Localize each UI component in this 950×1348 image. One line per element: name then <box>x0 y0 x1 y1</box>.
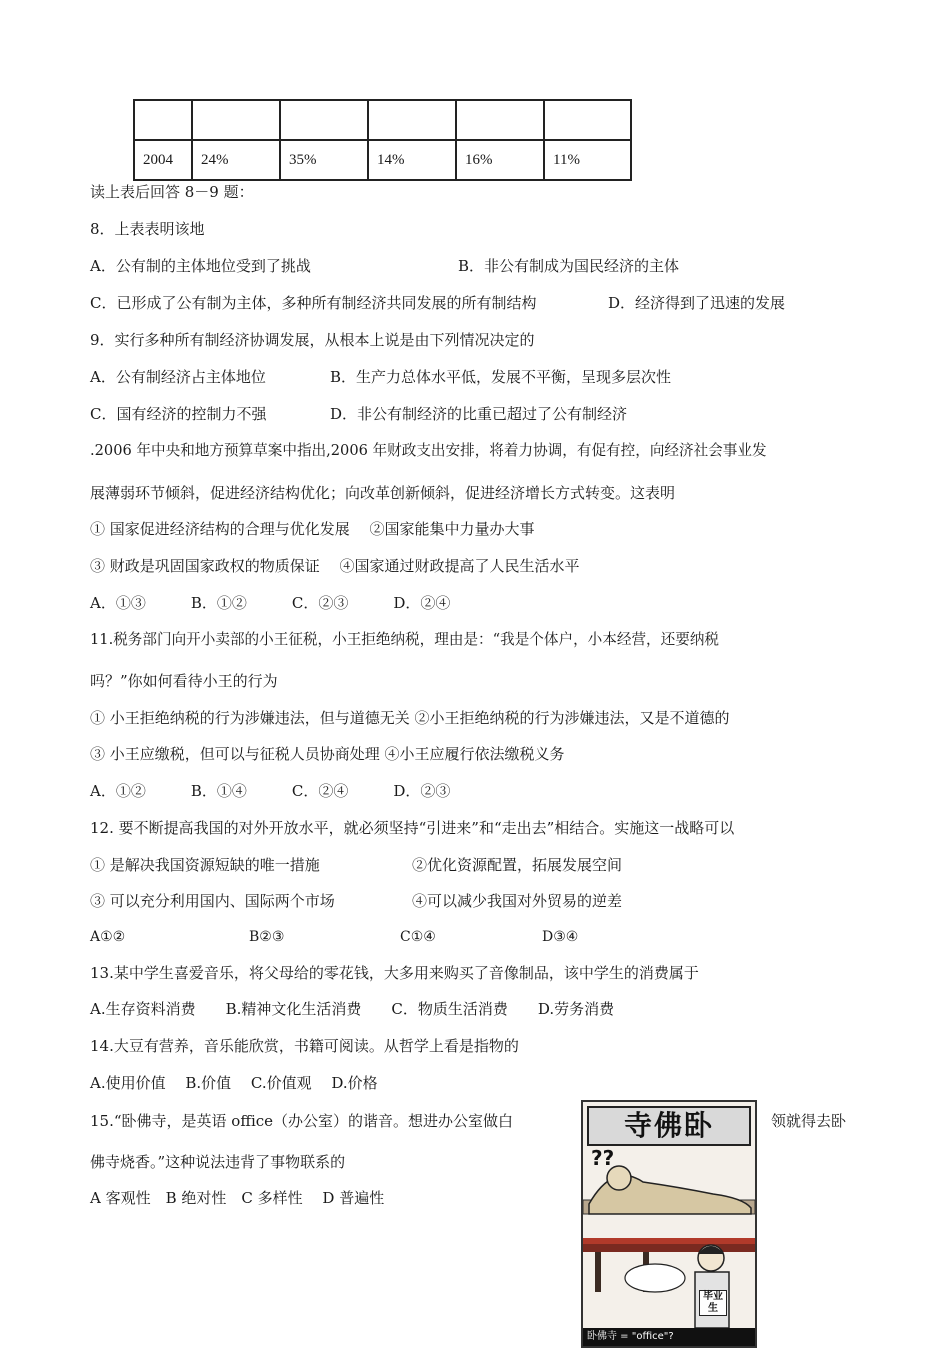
instruction-text: 读上表后回答 8－9 题： <box>90 183 254 201</box>
q9-option-d: D．非公有制经济的比重已超过了公有制经济 <box>330 405 628 423</box>
q8-option-d: D．经济得到了迅速的发展 <box>608 294 786 312</box>
question-15-line-1-continued: 领就得去卧 <box>771 1112 847 1130</box>
cartoon-poster <box>581 1100 757 1348</box>
question-11-line-2: 吗？”你如何看待小王的行为 <box>90 672 278 690</box>
question-15-line-2: 佛寺烧香。”这种说法违背了事物联系的 <box>90 1153 346 1171</box>
question-13: 13.某中学生喜爱音乐，将父母给的零花钱，大多用来购买了音像制品，该中学生的消费属于 <box>90 964 699 982</box>
q12-option-a: A①② <box>90 929 126 945</box>
table-cell: 11% <box>544 140 631 180</box>
table-cell <box>368 100 456 140</box>
reclining-buddha-illustration <box>583 1142 755 1342</box>
table-cell: 24% <box>192 140 280 180</box>
table-cell <box>192 100 280 140</box>
question-8: 8．上表表明该地 <box>90 220 205 238</box>
q8-option-b: B．非公有制成为国民经济的主体 <box>458 257 680 275</box>
table-cell: 16% <box>456 140 544 180</box>
q10-statements-2: ③ 财政是巩固国家政权的物质保证 ④国家通过财政提高了人民生活水平 <box>90 557 580 575</box>
q11-statements-1: ① 小王拒绝纳税的行为涉嫌违法，但与道德无关 ②小王拒绝纳税的行为涉嫌违法，又是不道德的 <box>90 709 730 727</box>
q12-option-b: B②③ <box>249 929 285 945</box>
question-11-line-1: 11.税务部门向开小卖部的小王征税，小王拒绝纳税，理由是：“我是个体户，小本经营，还要纳税 <box>90 631 720 648</box>
q9-option-a: A．公有制经济占主体地位 <box>90 368 266 386</box>
table-row <box>134 100 631 140</box>
question-14: 14.大豆有营养，音乐能欣赏，书籍可阅读。从哲学上看是指物的 <box>90 1037 519 1055</box>
q11-statements-2: ③ 小王应缴税，但可以与征税人员协商处理 ④小王应履行依法缴税义务 <box>90 745 565 763</box>
q14-options: A.使用价值 B.价值 C.价值观 D.价格 <box>90 1074 378 1092</box>
table-row <box>134 140 631 180</box>
q12-statement-3: ③ 可以充分利用国内、国际两个市场 <box>90 892 335 910</box>
table-cell: 14% <box>368 140 456 180</box>
table-cell <box>456 100 544 140</box>
poster-title: 寺佛卧 <box>587 1106 751 1146</box>
graduate-badge: 毕业生 <box>699 1290 727 1316</box>
table-cell <box>134 100 192 140</box>
q15-options: A 客观性 B 绝对性 C 多样性 D 普遍性 <box>90 1189 385 1207</box>
question-10-line-2: 展薄弱环节倾斜，促进经济结构优化；向改革创新倾斜，促进经济增长方式转变。这表明 <box>90 484 676 502</box>
q10-options: A．①③ B．①② C．②③ D．②④ <box>90 594 451 612</box>
question-12: 12. 要不断提高我国的对外开放水平，就必须坚持“引进来”和“走出去”相结合。实施这一战略可以 <box>90 819 735 837</box>
q11-options: A．①② B．①④ C．②④ D．②③ <box>90 782 451 800</box>
q8-option-a: A．公有制的主体地位受到了挑战 <box>90 257 311 275</box>
q12-statement-1: ① 是解决我国资源短缺的唯一措施 <box>90 856 320 874</box>
q12-statement-4: ④可以减少我国对外贸易的逆差 <box>412 892 623 910</box>
q12-option-c: C①④ <box>400 929 436 945</box>
question-marks: ?? <box>591 1146 615 1170</box>
q8-option-c: C．已形成了公有制为主体，多种所有制经济共同发展的所有制结构 <box>90 294 537 312</box>
question-9: 9．实行多种所有制经济协调发展，从根本上说是由下列情况决定的 <box>90 331 535 349</box>
question-10-line-1: .2006 年中央和地方预算草案中指出,2006 年财政支出安排，将着力协调，有促有控，向经济社会事业发 <box>90 442 767 459</box>
poster-caption: 卧佛寺 = "office"? <box>583 1328 757 1346</box>
q9-option-b: B．生产力总体水平低，发展不平衡，呈现多层次性 <box>330 368 672 386</box>
table-cell: 35% <box>280 140 368 180</box>
q12-statement-2: ②优化资源配置，拓展发展空间 <box>412 856 623 874</box>
table-cell <box>280 100 368 140</box>
table-cell-year: 2004 <box>134 140 192 180</box>
q12-option-d: D③④ <box>542 929 579 945</box>
data-table <box>133 99 632 181</box>
question-15-line-1: 15.“卧佛寺，是英语 office（办公室）的谐音。想进办公室做白 <box>90 1112 514 1130</box>
data-table-container <box>133 99 632 181</box>
q10-statements-1: ① 国家促进经济结构的合理与优化发展 ②国家能集中力量办大事 <box>90 520 535 538</box>
q9-option-c: C．国有经济的控制力不强 <box>90 405 267 423</box>
table-cell <box>544 100 631 140</box>
q13-options: A.生存资料消费 B.精神文化生活消费 C．物质生活消费 D.劳务消费 <box>90 1000 615 1018</box>
